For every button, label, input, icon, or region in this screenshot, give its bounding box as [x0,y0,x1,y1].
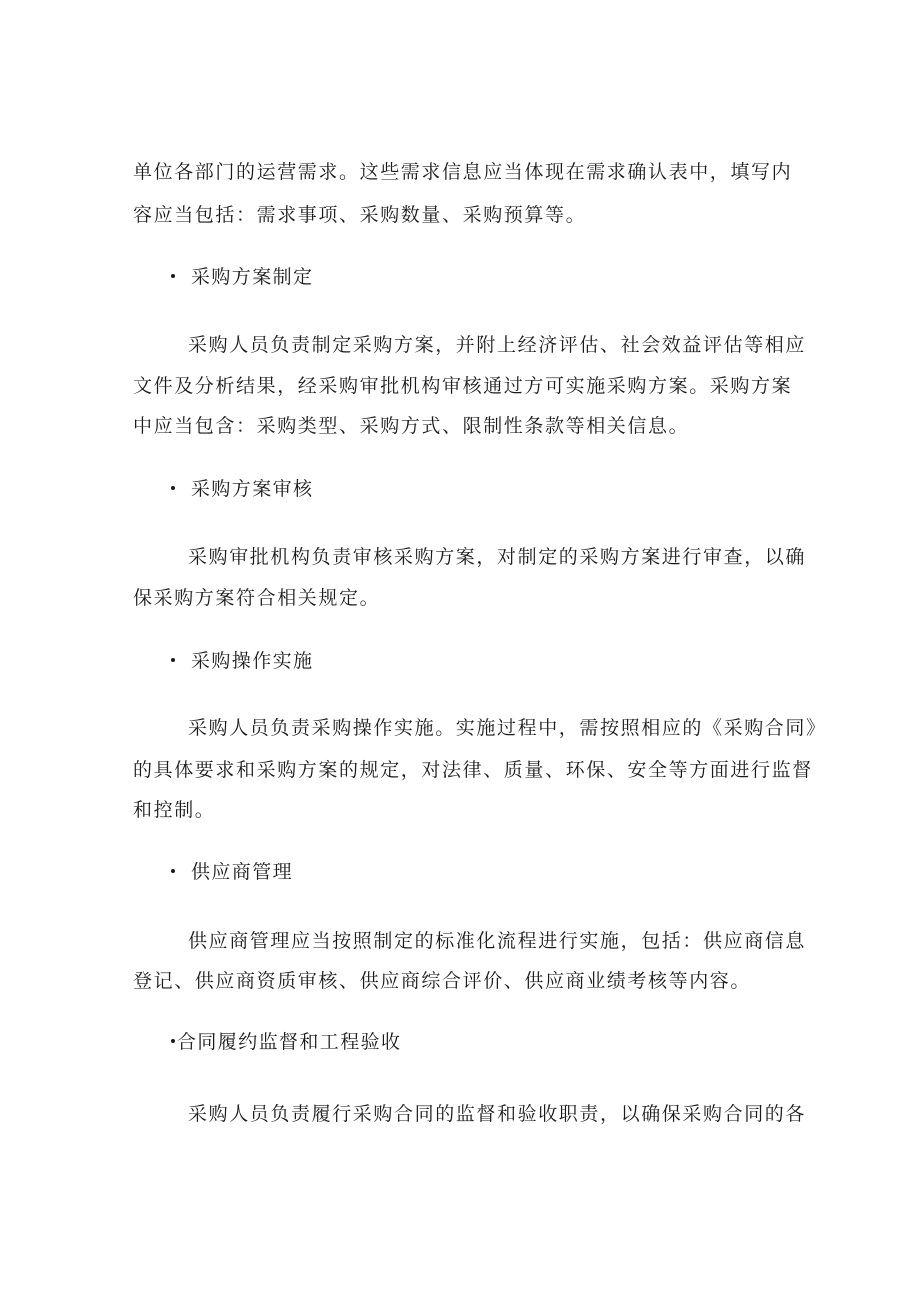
section-3-line-3: 和控制。 [133,799,216,821]
section-2-line-1: 采购审批机构负责审核采购方案，对制定的采购方案进行审查，以确 [188,546,807,568]
section-1-line-2: 文件及分析结果，经采购审批机构审核通过方可实施采购方案。采购方案 [133,375,793,397]
heading-text: 采购方案审核 [191,478,314,500]
section-heading-5 [171,1030,401,1054]
section-heading-3 [171,649,313,673]
section-1-line-3: 中应当包含：采购类型、采购方式、限制性条款等相关信息。 [133,415,690,437]
section-heading-1 [171,265,313,289]
section-heading-4 [171,860,293,884]
intro-line-2: 容应当包括：需求事项、采购数量、采购预算等。 [133,204,587,226]
heading-text: 采购操作实施 [191,650,314,672]
heading-text: 采购方案制定 [191,266,314,288]
heading-text: 合同履约监督和工程验收 [177,1031,402,1053]
section-5-line-1: 采购人员负责履行采购合同的监督和验收职责，以确保采购合同的各 [188,1103,807,1125]
section-heading-2 [171,477,313,501]
bullet-dot-icon [171,658,175,662]
section-4-line-1: 供应商管理应当按照制定的标准化流程进行实施，包括：供应商信息 [188,930,807,952]
section-1-line-1: 采购人员负责制定采购方案，并附上经济评估、社会效益评估等相应 [188,334,807,356]
bullet-dot-icon [171,869,175,873]
section-2-line-2: 保采购方案符合相关规定。 [133,587,381,609]
section-3-line-1: 采购人员负责采购操作实施。实施过程中，需按照相应的《采购合同》 [188,717,827,739]
intro-line-1: 单位各部门的运营需求。这些需求信息应当体现在需求确认表中，填写内 [133,161,793,183]
section-3-line-2: 的具体要求和采购方案的规定，对法律、质量、环保、安全等方面进行监督 [133,759,813,781]
bullet-dot-icon [171,1039,175,1043]
bullet-dot-icon [171,486,175,490]
heading-text: 供应商管理 [191,861,294,883]
bullet-dot-icon [171,274,175,278]
section-4-line-2: 登记、供应商资质审核、供应商综合评价、供应商业绩考核等内容。 [133,970,752,992]
